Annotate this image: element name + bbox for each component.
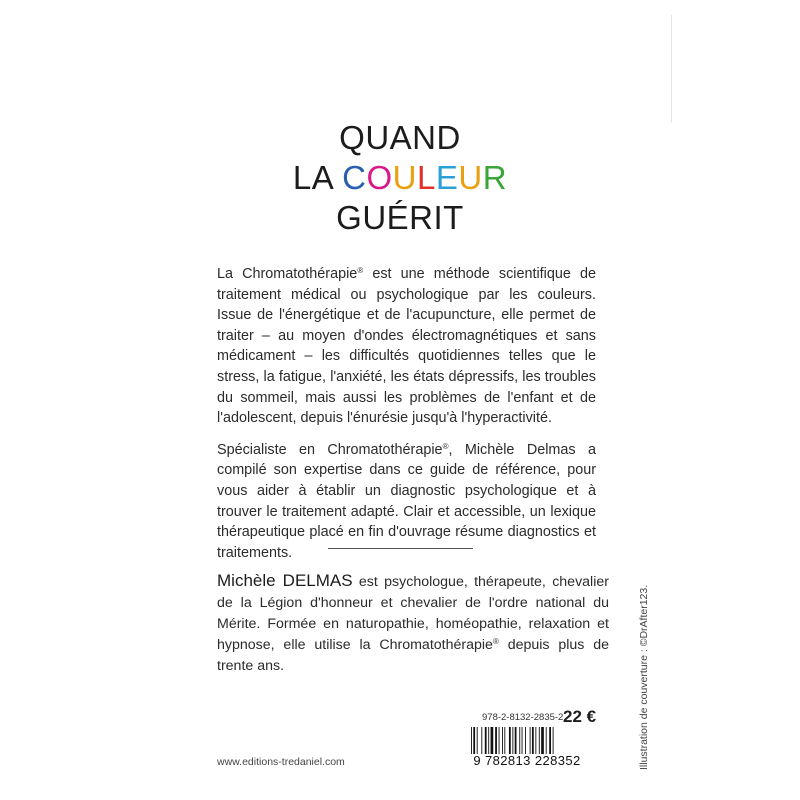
title-colored-letter: O (366, 159, 393, 196)
title-colored-letter: L (417, 159, 436, 196)
title-colored-letter: U (458, 159, 483, 196)
bio-text: est psychologue, thérapeute, chevalier de la Légion d'honneur et chevalier de l'ordre national du Mérite. Formée en naturopathie, homéopathie, relaxation et hypnose, elle utilise la Chromatothérapie (217, 574, 609, 653)
title-colored-letter: C (342, 159, 367, 196)
section-divider (328, 548, 473, 549)
author-bio: Michèle DELMAS est psychologue, thérapeute, chevalier de la Légion d'honneur et chevalier de l'ordre national du Mérite. Formée en naturopathie, homéopathie, relaxation et hypnose, elle utilise la Chromatothérapie® depuis plus de trente ans. (217, 571, 609, 674)
title-line-3: GUÉRIT (336, 199, 464, 236)
isbn-number: 978-2-8132-2835-2 (482, 712, 564, 723)
spine-edge-line (671, 15, 672, 123)
price-label: 22 € (563, 707, 597, 726)
title-colored-letter: U (392, 159, 417, 196)
book-title (230, 118, 570, 238)
cover-illustration-credit: Illustration de couverture : ©DrAfter123. (638, 584, 650, 770)
title-colored-letter: R (482, 159, 508, 196)
title-colored-word (342, 159, 507, 196)
barcode-digits: 9 782813 228352 (470, 754, 584, 768)
title-line-2-prefix: LA (292, 159, 343, 196)
back-cover-description (217, 264, 596, 574)
description-paragraph-2: Spécialiste en Chromatothérapie®, Michèle Delmas a compilé son expertise dans ce guide de référence, pour vous aider à établir un diagnostic psychologique et à trouver le traitement adapté. Clair et accessible, un lexique thérapeutique placé en fin d'ouvrage résume diagnostics et traitements. (217, 441, 596, 561)
title-line-1: QUAND (339, 119, 461, 156)
publisher-website[interactable]: www.editions-tredaniel.com (217, 756, 345, 768)
author-name: Michèle DELMAS (217, 571, 353, 590)
description-paragraph-1: La Chromatothérapie® est une méthode scientifique de traitement médical ou psychologique par les couleurs. Issue de l'énergétique et de l'acupuncture, elle permet de traiter – au moyen d'ondes électromagnétiques et sans médicament – les difficultés quotidiennes telles que le stress, la fatigue, l'anxiété, les états dépressifs, les troubles du sommeil, mais aussi les problèmes de l'enfant et de l'adolescent, depuis l'énurésie jusqu'à l'hyperactivité. (217, 266, 596, 427)
title-line-2 (230, 158, 570, 198)
title-colored-letter: E (435, 159, 459, 196)
